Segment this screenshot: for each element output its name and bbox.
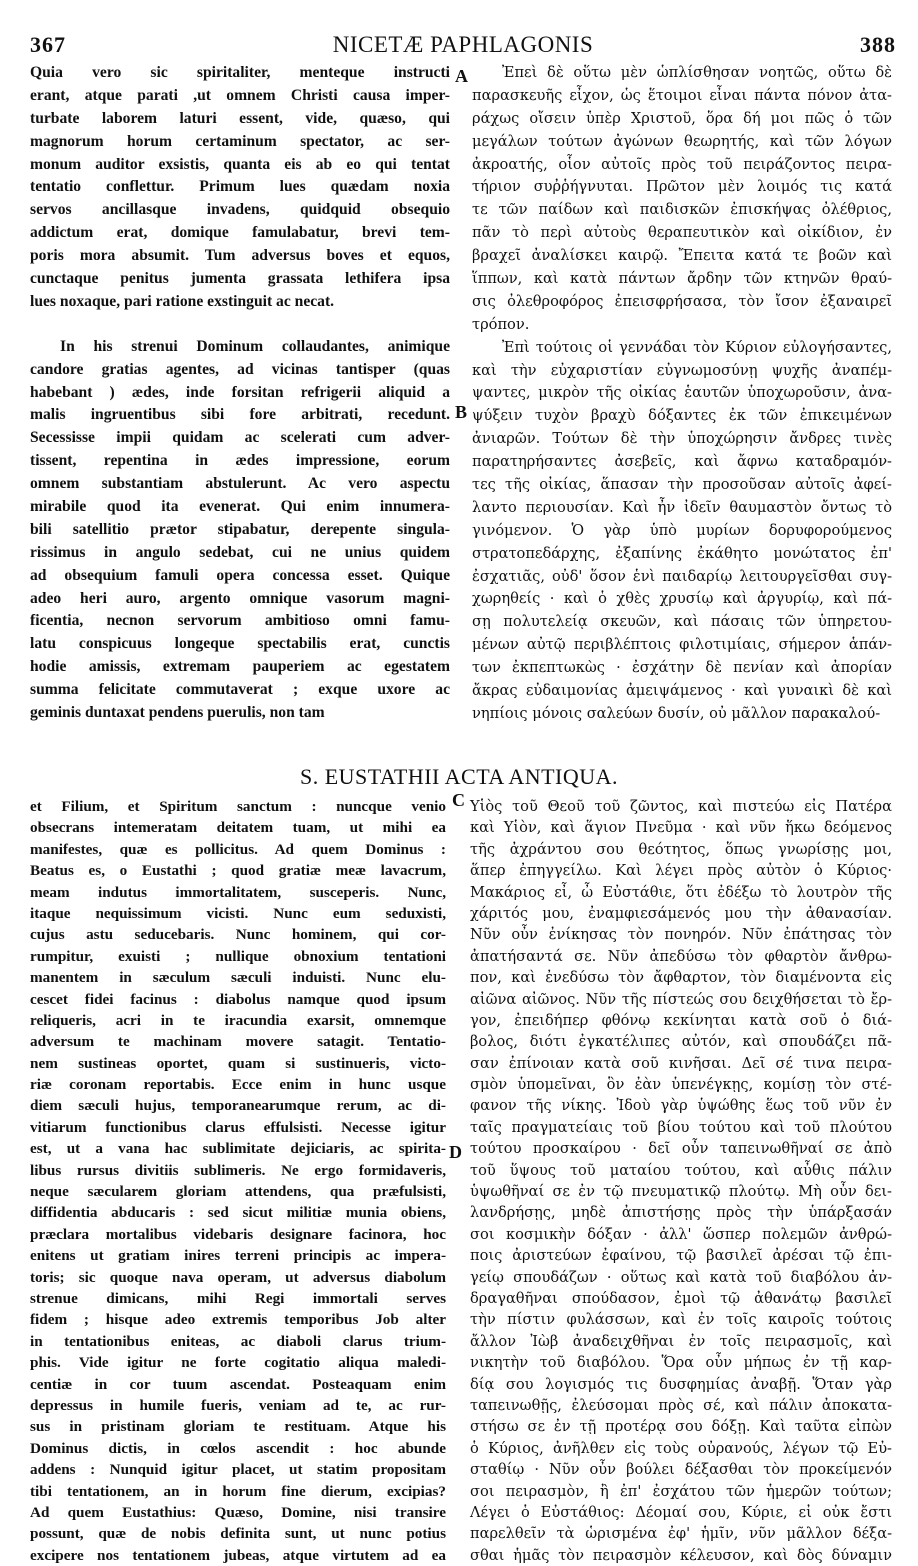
text-line: hodie amissis, extremam pauperiem ac egestatem bbox=[30, 658, 450, 676]
text-line: των ἐκπεπτωκὼς · ἐσχάτην δὲ πενίαν καὶ ἀπορίαν bbox=[472, 659, 892, 677]
text-line: magnorum horum certaminum spectator, ac ser- bbox=[30, 132, 450, 150]
greek-paragraph-1 bbox=[472, 62, 892, 337]
text-line: obsecrans intemeratam deitatem tuam, ut mihi ea bbox=[30, 819, 446, 837]
text-line: Quia vero sic spiritaliter, menteque instructi bbox=[30, 64, 450, 81]
text-line: strenue dimicans, mihi Regi immortali serves bbox=[30, 1289, 446, 1307]
text-line: Beatus es, o Eustathi ; quod gratiæ meæ lavacrum, bbox=[30, 862, 446, 880]
text-line: νικητὴν τοῦ διαβόλου. Ὅρα οὖν μήπως ἐν τῇ καρ- bbox=[470, 1354, 892, 1372]
text-line: σοι πειρασμὸν, ἢ ἐπ' ἐσχάτου τῶν ἡμερῶν τούτων; bbox=[470, 1482, 892, 1500]
text-line: ἄλλον Ἰὼβ ἀναδειχθῆναι ἐν τοῖς πειρασμοῖς, καὶ bbox=[470, 1332, 892, 1350]
latin-paragraph-2 bbox=[30, 336, 450, 725]
text-line: tibi tentationem, an in horum fine dierum, excipias? bbox=[30, 1482, 446, 1500]
text-line: ταῖς πραγματείαις τοῦ βίου τούτου καὶ τοῦ πλούτου bbox=[470, 1118, 892, 1136]
text-line: Λέγει ὁ Εὐστάθιος: Δέομαί σου, Κύριε, εἰ οὐκ ἔστι bbox=[470, 1503, 892, 1521]
text-line: Ἐπεὶ δὲ οὕτω μὲν ὡπλίσθησαν νοητῶς, οὕτω δὲ bbox=[502, 64, 892, 81]
text-line: Νῦν οὖν ἐνίκησας τὸν πονηρόν. Νῦν ἐπάτησας τὸν bbox=[470, 926, 892, 944]
text-line: latu conspicuus longeque spectabilis erat, cunctis bbox=[30, 635, 450, 653]
margin-marker-b: B bbox=[455, 402, 468, 422]
text-line: σταθίῳ · Νῦν οὖν βούλει δέξασθαι τὸν προκείμενόν bbox=[470, 1461, 892, 1479]
text-line: riæ coronam reportabis. Ecce enim in hunc usque bbox=[30, 1076, 446, 1094]
text-line: τοῦ ὕψους τοῦ ματαίου τούτου, καὶ αὖθις πάλιν bbox=[470, 1161, 892, 1179]
text-line: τὴν πίστιν φυλάσσων, καὶ ἐν τοῖς καιροῖς τούτοις bbox=[470, 1311, 892, 1329]
text-line: ἵππων, καὶ κατὰ πάντων ἄρδην τῶν κτηνῶν θραύ- bbox=[472, 270, 892, 288]
text-line: omnem substantiam abstulerunt. Ac vero aspectu bbox=[30, 475, 450, 493]
text-line: turbate laborem laturi essent, vide, quæso, qui bbox=[30, 109, 450, 127]
text-line: τήριον συῤῥήγνυται. Πρῶτον μὲν λοιμός τις κατά bbox=[472, 178, 892, 196]
text-line: αἰῶνα αἰῶνος. Νῦν τῆς πίστεώς σου δειχθήσεται τὸ ἔρ- bbox=[470, 990, 892, 1008]
text-line: ὑψωθῆναί σε ἐν τῷ πνευματικῷ πλούτῳ. Μὴ οὖν δει- bbox=[470, 1183, 892, 1201]
text-line: et Filium, et Spiritum sanctum : nuncque venio bbox=[30, 798, 446, 815]
text-line: ἀπατήσαντά σε. Νῦν ἀπεδύσω τὸν φθαρτὸν ἄνθρω- bbox=[470, 947, 892, 965]
text-line: rissimus in angulo sedebat, cui ne unius quidem bbox=[30, 543, 450, 561]
text-line: cujus astu seducebaris. Nunc hominem, qui cor- bbox=[30, 926, 446, 944]
text-line: μένων αὐτῷ περιβλέπτοις φιλοτιμίαις, σήμερον ἁπάν- bbox=[472, 636, 892, 654]
text-line: δραγαθῆναι σπούδασον, ἐμοὶ τῷ ἀθανάτῳ βασιλεῖ bbox=[470, 1289, 892, 1307]
greek-paragraph-3 bbox=[470, 796, 892, 1566]
text-line: τρόπον. bbox=[472, 315, 530, 333]
text-line: servos ancillasque invadens, quidquid obsequio bbox=[30, 201, 450, 219]
text-line: diffidentia abducaris : sed sicut militiæ munia obiens, bbox=[30, 1204, 446, 1222]
text-line: malis ingruentibus sibi fore arbitrati, recedunt. bbox=[30, 406, 450, 424]
text-line: χάριτός μου, ἐναμφιεσάμενός μου τὴν ἀθανασίαν. bbox=[470, 904, 892, 922]
text-line: σθαι ἡμᾶς τὸν πειρασμὸν κέλευσον, καὶ δὸς δύναμιν bbox=[470, 1546, 892, 1564]
text-line: adversum te machinam movere satagit. Tentatio- bbox=[30, 1033, 446, 1051]
text-line: In his strenui Dominum collaudantes, animique bbox=[60, 337, 450, 355]
text-line: σοι κοσμικὴν δόξαν · ἀλλ' ὥσπερ πολεμῶν ἀνθρώ- bbox=[470, 1225, 892, 1243]
text-line: meam indutus immortalitatem, susceperis. Nunc, bbox=[30, 883, 446, 901]
text-line: ἐσχατιᾶς, οὐδ' ὅσον ἑνὶ παιδαρίῳ λειτουργεῖσθαι συγ- bbox=[472, 567, 892, 585]
text-line: diem sæculi hujus, temporanearumque rerum, ac di- bbox=[30, 1097, 446, 1115]
text-line: monum auditor exsistis, quanta eis ab eo qui tentat bbox=[30, 155, 450, 173]
text-line: ἀκροατής, οἷον αὐτοῖς πρὸς τοῦ πειράζοντος πειρα- bbox=[472, 155, 892, 173]
text-line: καὶ τὴν εὐχαριστίαν εὐγνωμοσύνῃ ψυχῆς ἀναπέμ- bbox=[472, 361, 892, 379]
text-line: ταπεινωθῇς, ἐλεύσομαι πρὸς σέ, καὶ πάλιν ἀποκατα- bbox=[470, 1396, 892, 1414]
text-line: erant, atque parati ,ut omnem Christi causa imper- bbox=[30, 86, 450, 104]
text-line: ποις ἀριστεύων ἐφαίνου, τῷ βασιλεῖ ἀρέσαι τῷ ἐπι- bbox=[470, 1247, 892, 1265]
greek-paragraph-2 bbox=[472, 337, 892, 726]
text-line: τούτου προσκαίρου · δεῖ οὖν ταπεινωθῆναί σε ἀπὸ bbox=[470, 1140, 892, 1158]
text-line: Ἐπὶ τούτοις οἱ γεννάδαι τὸν Κύριον εὐλογήσαντες, bbox=[502, 338, 892, 356]
text-line: summa felicitate commutaverat ; exque uxore ac bbox=[30, 681, 450, 699]
text-line: nem sustineas oportet, quam si sustinueris, victo- bbox=[30, 1054, 446, 1072]
text-line: addens : Nunquid igitur placet, ut statim propositam bbox=[30, 1461, 446, 1479]
text-line: γον, ἐπειδήπερ φθόνῳ κεκίνηται κατὰ σοῦ ὁ διά- bbox=[470, 1011, 892, 1029]
text-line: tentatio conflettur. Primum lues quædam noxia bbox=[30, 178, 450, 196]
text-line: est, ut a vana hac sublimitate dejiciaris, ac spirita- bbox=[30, 1140, 446, 1158]
text-line: habebant ) ædes, inde forsitan refrigerii aliquid a bbox=[30, 383, 450, 401]
text-line: Dominus dictis, in cœlos ascendit : hoc abunde bbox=[30, 1439, 446, 1457]
greek-column-bottom bbox=[470, 796, 892, 1566]
page-number-right: 388 bbox=[860, 32, 896, 57]
text-line: παρασκευῆς εἶχον, ὡς ἕτοιμοι εἶναι πάντα πόνον ἀτα- bbox=[472, 86, 892, 104]
text-line: toris; sic quoque nava operam, ut adversus diabolum bbox=[30, 1268, 446, 1286]
text-line: σις ὀλεθροφόρος ἐπεισφρήσασα, τὸν ἴσον ἐξαναιρεῖ bbox=[472, 292, 892, 310]
text-line: σῃ πολυτελείᾳ σκευῶν, καὶ πάσαις τῶν ὑπηρετου- bbox=[472, 613, 892, 631]
text-line: ἀνιαρῶν. Τούτων δὲ τὴν ὑποχώρησιν ἄνδρες τινὲς bbox=[472, 430, 892, 448]
text-line: adeo heri auro, argento omnique vasorum magni- bbox=[30, 589, 450, 607]
page-header bbox=[30, 32, 896, 62]
margin-marker-c: C bbox=[452, 790, 465, 810]
page-number-left: 367 bbox=[30, 32, 66, 57]
text-line: πᾶν τὸ περὶ αὐτοὺς θεραπευτικὸν καὶ οἰκίδιον, ἐν bbox=[472, 224, 892, 242]
latin-paragraph-3 bbox=[30, 796, 446, 1566]
text-line: centiæ in cor tuum ascendat. Posteaquam enim bbox=[30, 1375, 446, 1393]
text-line: libus rursus divitiis sublimeris. Ne ergo formidaveris, bbox=[30, 1161, 446, 1179]
text-line: mirabile quod ita evenerat. Qui enim innumera- bbox=[30, 498, 450, 516]
text-line: addictum erat, domique famulabatur, brevi tem- bbox=[30, 224, 450, 242]
latin-paragraph-1 bbox=[30, 62, 450, 314]
text-line: Υἱὸς τοῦ Θεοῦ τοῦ ζῶντος, καὶ πιστεύω εἰς Πατέρα bbox=[470, 798, 892, 815]
text-line: Μακάριος εἶ, ὦ Εὐστάθιε, ὅτι ἐδέξω τὸ λουτρὸν τῆς bbox=[470, 883, 892, 901]
text-line: πον, καὶ ἐνεδύσω τὸν ἄφθαρτον, τὸν διαμένοντα εἰς bbox=[470, 969, 892, 987]
text-line: βραχεῖ ἀναλίσκει καιρῷ. Ἔπειτα κατά τε βοῶν καὶ bbox=[472, 247, 892, 265]
text-line: ὁ Κύριος, ἀνῆλθεν εἰς τοὺς οὐρανούς, λέγων τῷ Εὐ- bbox=[470, 1439, 892, 1457]
text-line: poris mora absumit. Tum adversus boves et equos, bbox=[30, 247, 450, 265]
text-line: καὶ Υἱὸν, καὶ ἅγιον Πνεῦμα · καὶ νῦν ἥκω δεόμενος bbox=[470, 819, 892, 837]
text-line: ad obsequium famuli opera concessa esset. Quique bbox=[30, 566, 450, 584]
text-line: γείῳ σπουδάζων · οὕτως καὶ κατὰ τοῦ διαβόλου ἀν- bbox=[470, 1268, 892, 1286]
text-line: στήσω σε ἐν τῇ προτέρᾳ σου δόξῃ. Καὶ ταῦτα εἰπὼν bbox=[470, 1418, 892, 1436]
text-line: βολος, διότι ἐγκατέλιπες αὐτόν, καὶ σπουδάζει πᾶ- bbox=[470, 1033, 892, 1051]
section-title: S. EUSTATHII ACTA ANTIQUA. bbox=[299, 764, 619, 789]
text-line: ficentia, necnon servorum ambitioso omni famu- bbox=[30, 612, 450, 630]
text-line: phis. Vide igitur ne forte cogitatio aliqua maledi- bbox=[30, 1354, 446, 1372]
text-line: παρατηρήσαντες ἀσεβεῖς, καὶ ἄφνω καταδραμόν- bbox=[472, 453, 892, 471]
text-line: λαντο περιουσίαν. Καὶ ἦν ἰδεῖν θαυμαστὸν ὄντως τὸ bbox=[472, 498, 892, 516]
text-line: cunctaque penitus jumenta grassata lethifera ipsa bbox=[30, 270, 450, 288]
text-line: δίᾳ σου λογισμός τις δυσφημίας ἀναβῇ. Ὅταν γὰρ bbox=[470, 1375, 892, 1393]
text-line: σαν ἐπίνοιαν κατὰ σοῦ κινῆσαι. Δεῖ σέ τινα πειρα- bbox=[470, 1054, 892, 1072]
text-line: neque sæcularem gloriam attendens, qua præfulsisti, bbox=[30, 1183, 446, 1201]
text-line: vitiarum functionibus clarus effulsisti. Necesse igitur bbox=[30, 1118, 446, 1136]
text-line: παρελθεῖν τὰ ὡρισμένα ἐφ' ἡμῖν, νῦν μᾶλλον δέξα- bbox=[470, 1525, 892, 1543]
text-line: fidem ; hisque adeo extremis temporibus Job alter bbox=[30, 1311, 446, 1329]
text-line: λανδρήσῃς, μηδὲ ἀπιστήσῃς πρὸς τὴν ὑπάρξασάν bbox=[470, 1204, 892, 1222]
text-line: Secessisse impii quidam ac scelerati cum adver- bbox=[30, 429, 450, 447]
text-line: enitens ut gratiam inires terreni principis ac impera- bbox=[30, 1247, 446, 1265]
text-line: tissent, repentina in ædes impressione, eorum bbox=[30, 452, 450, 470]
margin-marker-a: A bbox=[455, 66, 468, 86]
text-line: cescet fidei facinus : diabolus namque quod ipsum bbox=[30, 990, 446, 1008]
text-line: γινόμενον. Ὁ γὰρ ὑπὸ μυρίων δορυφορούμενος bbox=[472, 521, 892, 539]
text-line: præclara mortalibus videbaris designare facinora, hoc bbox=[30, 1225, 446, 1243]
text-line: rumpitur, exuisti ; nullique obnoxium tentationi bbox=[30, 947, 446, 965]
text-line: sus in pristinam gloriam te restituam. Atque his bbox=[30, 1418, 446, 1436]
text-line: νηπίοις μόνοις σαλεύων δυσίν, οὐ μᾶλλον παρακαλού- bbox=[472, 704, 881, 722]
text-line: itaque nequissimum vicisti. Nunc eum seduxisti, bbox=[30, 904, 446, 922]
text-line: τες τῆς οἰκίας, ἅπασαν τὴν προσοῦσαν αὐτοῖς ἀφεί- bbox=[472, 476, 892, 494]
margin-marker-d: D bbox=[449, 1142, 462, 1162]
text-line: στρατοπεδάρχης, ἐξαπίνης ἐκάθητο μονώτατος ἐπ' bbox=[472, 544, 892, 562]
text-line: ἅπερ ἐπηγγείλω. Καὶ λέγει πρὸς αὐτὸν ὁ Κύριος· bbox=[470, 862, 892, 880]
text-line: bili satellitio prætor stipabatur, derepente singula- bbox=[30, 520, 450, 538]
text-line: manifestes, quæ es pollicitus. Ad quem Dominus : bbox=[30, 840, 446, 858]
text-line: τῆς ἀχράντου σου θεότητος, ὅπως γνωρίσῃς μοι, bbox=[470, 840, 892, 858]
text-line: χωρηθείς · καὶ ὁ χθὲς χρυσίῳ καὶ ἀργυρίῳ, καὶ πά- bbox=[472, 590, 892, 608]
text-line: manentem in sæculum sæculi induisti. Nunc elu- bbox=[30, 969, 446, 987]
text-line: ἄκρας εὐδαιμονίας ἀμειψάμενος · καὶ γυναικὶ δὲ καὶ bbox=[472, 682, 892, 700]
text-line: depressus in humile fueris, veniam ad te, ac rur- bbox=[30, 1396, 446, 1414]
text-line: τε τῶν παίδων καὶ παιδισκῶν ἐπισκήψας ὀλέθριος, bbox=[472, 201, 892, 219]
latin-column-bottom bbox=[30, 796, 446, 1566]
text-line: ράχως οἴσειν ὑπὲρ Χριστοῦ, ὅρα δή μοι πῶς ὁ τῶν bbox=[472, 109, 892, 127]
text-line: Ad quem Eustathius: Quæso, Domine, nisi transire bbox=[30, 1503, 446, 1521]
text-line: candore gratias agentes, ad vicinas tantisper (quas bbox=[30, 360, 450, 378]
text-line: possunt, quæ de nobis definita sunt, ut nunc potius bbox=[30, 1525, 446, 1543]
text-line: ψύξειν τυχὸν βραχὺ δόξαντες ἐκ τῶν ἐπικειμένων bbox=[472, 407, 892, 425]
text-line: ψαντες, μικρὸν τῆς οἰκίας ἑαυτῶν ὑποχωροῦσιν, ἀνα- bbox=[472, 384, 892, 402]
text-line: σμὸν ὑπομεῖναι, ὃν ἐὰν ὑπενέγκῃς, κομίσῃ τὸν στέ- bbox=[470, 1076, 892, 1094]
running-title: NICETÆ PAPHLAGONIS bbox=[332, 32, 594, 57]
greek-column-top bbox=[472, 62, 892, 726]
text-line: φανον τῆς νίκης. Ἰδοὺ γὰρ ὑψώθης ἕως τοῦ νῦν ἐν bbox=[470, 1097, 892, 1115]
text-line: lues noxaque, pari ratione exstinguit ac necat. bbox=[30, 292, 335, 310]
text-line: geminis duntaxat pendens puerulis, non tam bbox=[30, 704, 325, 722]
text-line: μεγάλων τούτων ἀγώνων θεωρητής, καὶ τῶν λόγων bbox=[472, 132, 892, 150]
text-line: excipere nos tentationem jubeas, atque virtutem ad ea bbox=[30, 1546, 446, 1564]
latin-column-top bbox=[30, 62, 450, 725]
text-line: reliqueris, acri in te iracundia exarsit, omnemque bbox=[30, 1011, 446, 1029]
text-line: in tentationibus eniteas, ac diaboli clarus trium- bbox=[30, 1332, 446, 1350]
